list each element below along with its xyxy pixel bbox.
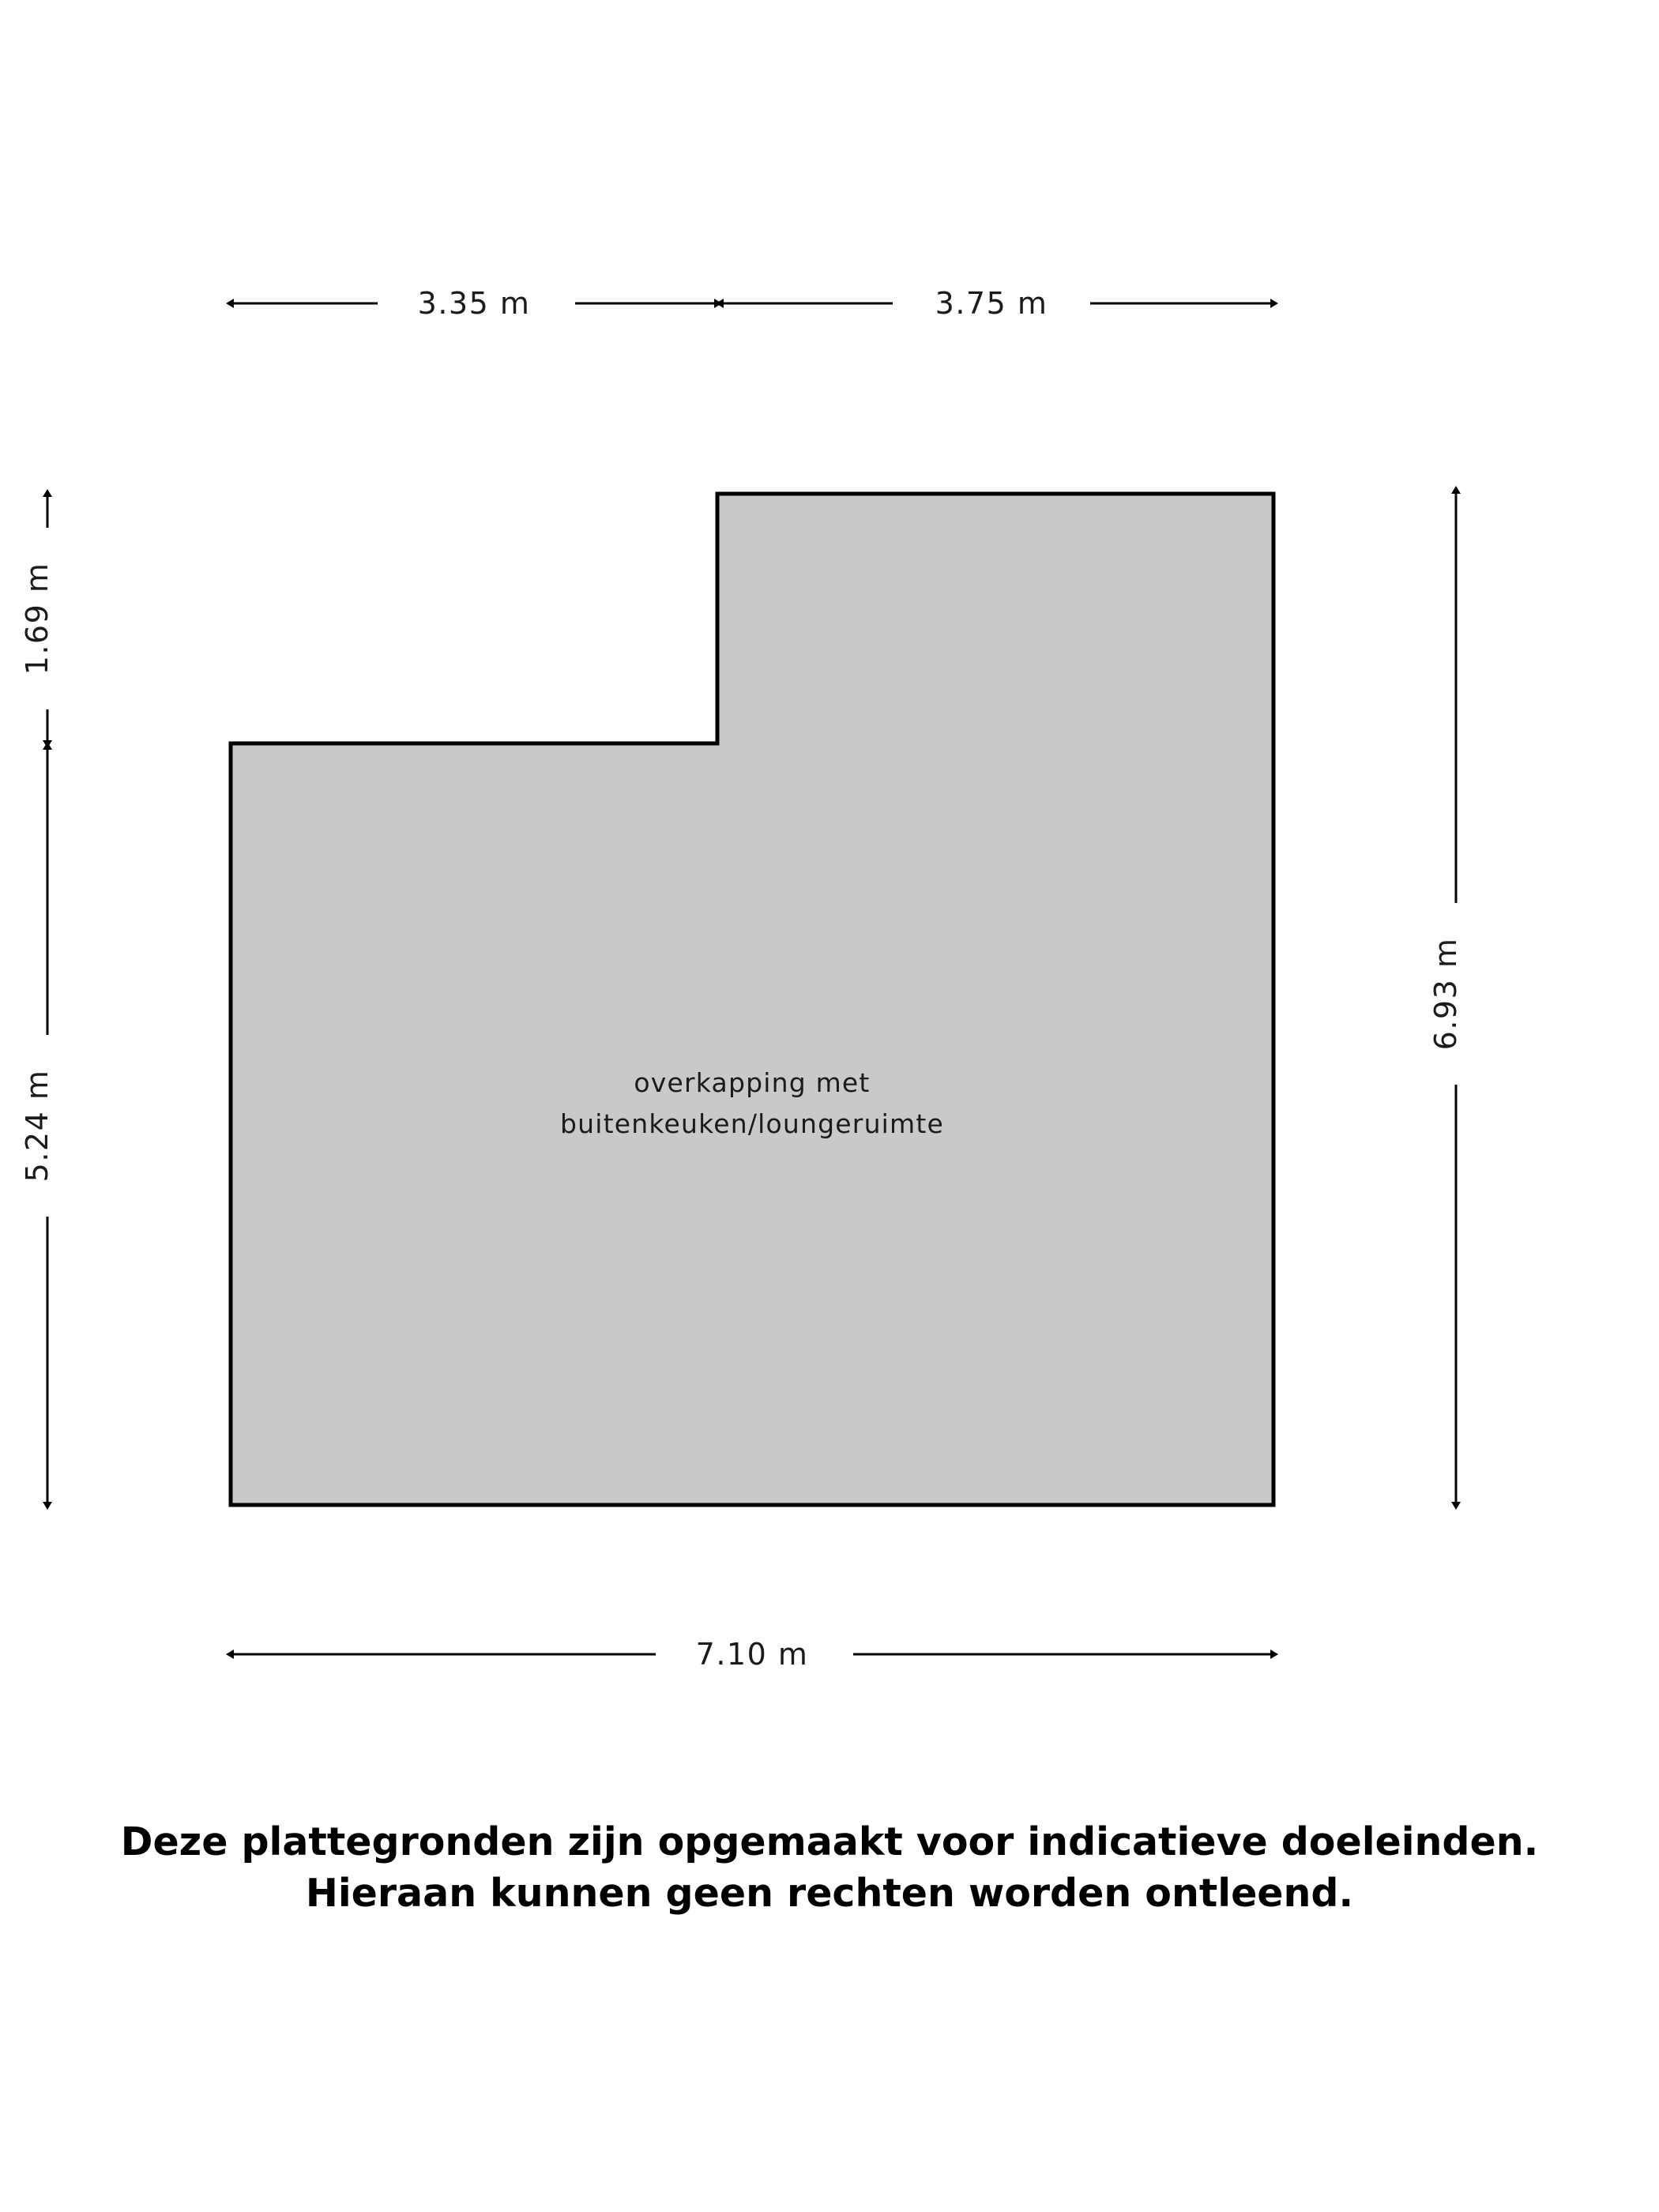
dim-label-left-upper: 1.69 m xyxy=(20,562,55,675)
room-label-line2: buitenkeuken/loungeruimte xyxy=(559,1108,945,1139)
disclaimer-text xyxy=(0,1817,1659,1919)
building-footprint xyxy=(231,494,1273,1505)
disclaimer-line-2: Hieraan kunnen geen rechten worden ontleend. xyxy=(305,1870,1354,1916)
dim-label-left-lower: 5.24 m xyxy=(20,1069,55,1183)
dim-label-bottom: 7.10 m xyxy=(695,1637,809,1672)
dim-label-top-left: 3.35 m xyxy=(417,286,531,321)
dim-label-top-right: 3.75 m xyxy=(935,286,1048,321)
disclaimer-line-1: Deze plattegronden zijn opgemaakt voor indicatieve doeleinden. xyxy=(120,1819,1539,1864)
dim-label-right: 6.93 m xyxy=(1428,937,1463,1051)
room-label-line1: overkapping met xyxy=(634,1067,871,1098)
